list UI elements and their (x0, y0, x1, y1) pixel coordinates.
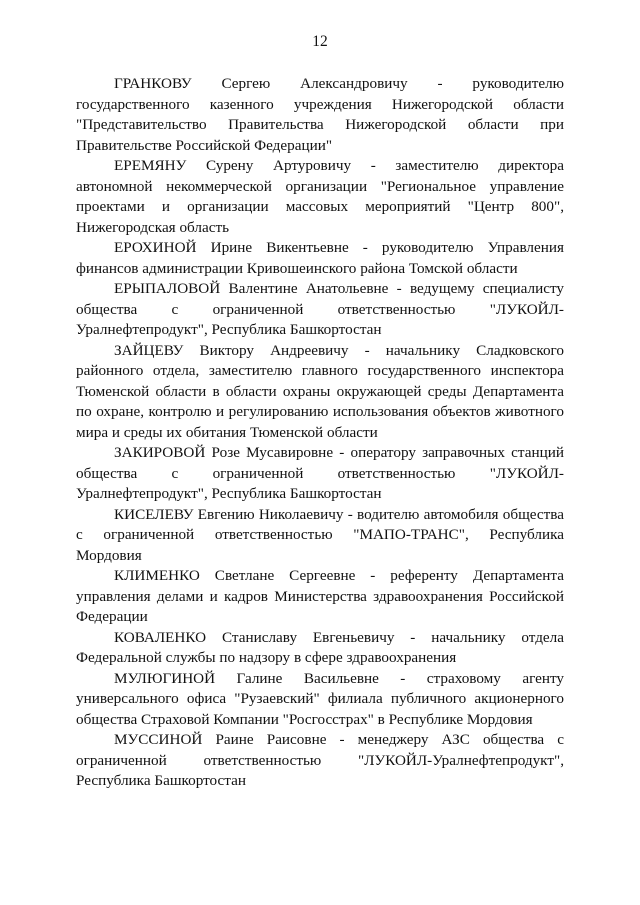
list-item-erypalova: ЕРЫПАЛОВОЙ Валентине Анатольевне - ведущему специалисту общества с ограниченной ответственностью "ЛУКОЙЛ-Уралнефтепродукт", Республика Башкортостан (76, 280, 564, 338)
page-number: 12 (312, 33, 328, 50)
list-item-kiselev: КИСЕЛЕВУ Евгению Николаевичу - водителю автомобиля общества с ограниченной ответственностью "МАПО-ТРАНС", Республика Мордовия (76, 505, 564, 564)
list-item-eremyan: ЕРЕМЯНУ Сурену Артуровичу - заместителю директора автономной некоммерческой организации "Региональное управление проектами и организации массовых мероприятий "Центр 800", Нижегородская область (76, 157, 564, 236)
list-item-grankov: ГРАНКОВУ Сергею Александровичу - руководителю государственного казенного учреждения Нижегородской области "Представительство Правительства Нижегородской области при Правительстве Российской Федерации" (76, 75, 564, 154)
list-item-klimenko: КЛИМЕНКО Светлане Сергеевне - референту Департамента управления делами и кадров Министерства здравоохранения Российской Федерации (76, 567, 564, 625)
list-item-zakirova: ЗАКИРОВОЙ Розе Мусавировне - оператору заправочных станций общества с ограниченной ответственностью "ЛУКОЙЛ-Уралнефтепродукт", Республика Башкортостан (76, 444, 564, 502)
award-list (76, 74, 564, 792)
list-item-erokhina: ЕРОХИНОЙ Ирине Викентьевне - руководителю Управления финансов администрации Кривошеинского района Томской области (76, 239, 564, 277)
list-item-kovalenko: КОВАЛЕНКО Станиславу Евгеньевичу - начальнику отдела Федеральной службы по надзору в сфере здравоохранения (76, 628, 564, 666)
list-item-mulyugina: МУЛЮГИНОЙ Галине Васильевне - страховому агенту универсального офиса "Рузаевский" филиала публичного акционерного общества Страховой Компании "Росгосстрах" в Республике Мордовия (76, 669, 564, 728)
list-item-zaitsev: ЗАЙЦЕВУ Виктору Андреевичу - начальнику Сладковского районного отдела, заместителю главного государственного инспектора Тюменской области в области охраны окружающей среды Департамента по охране, контролю и регулированию использования объектов животного мира и среды их обитания Тюменской области (76, 341, 564, 441)
list-item-mussina: МУССИНОЙ Раине Раисовне - менеджеру АЗС общества с ограниченной ответственностью "ЛУКОЙЛ-Уралнефтепродукт", Республика Башкортостан (76, 731, 564, 789)
